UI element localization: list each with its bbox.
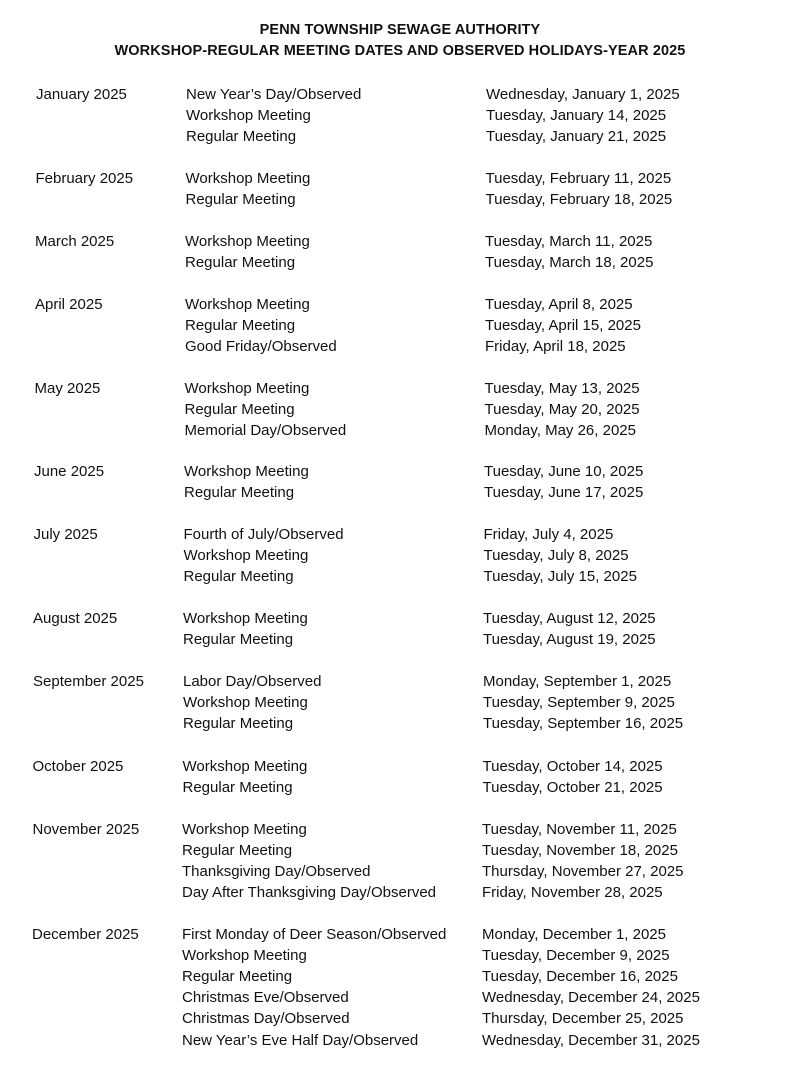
- event-date: Tuesday, November 18, 2025: [482, 842, 678, 860]
- schedule-subtitle: WORKSHOP-REGULAR MEETING DATES AND OBSERVED HOLIDAYS-YEAR 2025: [114, 43, 686, 59]
- event-name: First Monday of Deer Season/Observed: [182, 926, 447, 943]
- event-date: Tuesday, September 9, 2025: [483, 694, 675, 712]
- month-label: March 2025: [35, 233, 115, 250]
- schedule-entry: [0, 420, 800, 441]
- schedule-entry: [0, 378, 800, 399]
- month-label: December 2025: [32, 926, 139, 943]
- schedule-entry: [0, 315, 800, 336]
- event-date: Monday, December 1, 2025: [482, 926, 666, 943]
- schedule-entry: [0, 882, 800, 903]
- schedule-entry: [0, 231, 800, 252]
- schedule-entry: [0, 1008, 800, 1029]
- schedule-entry: [0, 671, 800, 692]
- event-name: Workshop Meeting: [185, 233, 310, 250]
- event-name: Workshop Meeting: [183, 694, 308, 712]
- event-name: Regular Meeting: [184, 401, 295, 419]
- event-name: Regular Meeting: [185, 317, 296, 335]
- event-date: Tuesday, June 17, 2025: [484, 484, 644, 502]
- event-name: Regular Meeting: [182, 779, 293, 797]
- schedule-entry: [0, 482, 800, 503]
- schedule-entry: [0, 713, 800, 734]
- schedule-entry: [0, 629, 800, 650]
- event-date: Friday, April 18, 2025: [485, 338, 626, 356]
- event-date: Tuesday, April 15, 2025: [485, 317, 641, 335]
- event-date: Tuesday, May 20, 2025: [484, 401, 640, 419]
- event-date: Tuesday, February 18, 2025: [485, 191, 673, 209]
- event-date: Tuesday, December 16, 2025: [482, 968, 678, 986]
- month-label: February 2025: [35, 170, 134, 187]
- event-date: Tuesday, May 13, 2025: [484, 380, 640, 397]
- authority-title: PENN TOWNSHIP SEWAGE AUTHORITY: [259, 22, 541, 38]
- schedule-entry: [0, 126, 800, 147]
- event-date: Tuesday, April 8, 2025: [485, 296, 633, 313]
- schedule-entry: [0, 840, 800, 861]
- event-name: New Year’s Day/Observed: [186, 86, 362, 103]
- event-date: Friday, July 4, 2025: [483, 526, 614, 543]
- month-label: October 2025: [32, 758, 124, 775]
- event-name: Labor Day/Observed: [183, 673, 322, 690]
- schedule-entry: [0, 566, 800, 587]
- schedule-entry: [0, 966, 800, 987]
- schedule-entry: [0, 168, 800, 189]
- month-label: April 2025: [35, 296, 103, 313]
- event-date: Tuesday, March 11, 2025: [485, 233, 653, 250]
- event-name: Fourth of July/Observed: [183, 526, 344, 543]
- event-name: Memorial Day/Observed: [184, 422, 347, 440]
- event-date: Tuesday, June 10, 2025: [484, 463, 644, 480]
- event-name: Christmas Day/Observed: [182, 1010, 350, 1028]
- schedule-entry: [0, 399, 800, 420]
- schedule-entry: [0, 461, 800, 482]
- event-name: Regular Meeting: [185, 254, 296, 272]
- month-label: November 2025: [32, 821, 140, 838]
- event-name: Thanksgiving Day/Observed: [182, 863, 371, 881]
- event-name: Workshop Meeting: [183, 547, 309, 565]
- schedule-entry: [0, 987, 800, 1008]
- schedule-entry: [0, 777, 800, 798]
- event-date: Tuesday, October 14, 2025: [482, 758, 663, 775]
- event-date: Tuesday, September 16, 2025: [483, 715, 684, 733]
- event-name: Christmas Eve/Observed: [182, 989, 349, 1007]
- event-date: Friday, November 28, 2025: [482, 884, 663, 902]
- event-name: Regular Meeting: [183, 715, 294, 733]
- event-date: Tuesday, January 14, 2025: [486, 107, 667, 125]
- month-label: September 2025: [33, 673, 144, 690]
- event-date: Wednesday, January 1, 2025: [486, 86, 680, 103]
- event-date: Monday, May 26, 2025: [484, 422, 636, 440]
- event-name: Regular Meeting: [185, 191, 296, 209]
- event-date: Tuesday, August 19, 2025: [483, 631, 656, 649]
- schedule-entry: [0, 756, 800, 777]
- schedule-entry: [0, 524, 800, 545]
- event-date: Wednesday, December 24, 2025: [482, 989, 700, 1007]
- event-date: Tuesday, July 15, 2025: [483, 568, 637, 586]
- event-date: Thursday, November 27, 2025: [482, 863, 684, 881]
- event-name: Regular Meeting: [182, 968, 293, 986]
- event-name: Day After Thanksgiving Day/Observed: [182, 884, 437, 902]
- schedule-entry: [0, 608, 800, 629]
- schedule-entry: [0, 189, 800, 210]
- event-name: New Year’s Eve Half Day/Observed: [182, 1031, 419, 1049]
- event-date: Tuesday, October 21, 2025: [482, 779, 663, 797]
- schedule-entry: [0, 692, 800, 713]
- event-name: Workshop Meeting: [185, 170, 311, 187]
- schedule-entry: [0, 294, 800, 315]
- schedule-entry: [0, 819, 800, 840]
- event-name: Workshop Meeting: [186, 107, 311, 125]
- event-date: Thursday, December 25, 2025: [482, 1010, 684, 1028]
- event-date: Tuesday, March 18, 2025: [485, 254, 654, 272]
- event-date: Tuesday, November 11, 2025: [482, 821, 677, 838]
- schedule-entry: [0, 924, 800, 945]
- month-label: July 2025: [33, 526, 98, 543]
- event-name: Workshop Meeting: [183, 610, 308, 627]
- event-name: Workshop Meeting: [184, 380, 310, 397]
- event-name: Regular Meeting: [183, 631, 294, 649]
- schedule-entry: [0, 545, 800, 566]
- event-date: Wednesday, December 31, 2025: [482, 1031, 700, 1049]
- schedule-entry: [0, 945, 800, 966]
- event-date: Tuesday, January 21, 2025: [486, 128, 667, 146]
- schedule-entry: [0, 336, 800, 357]
- event-name: Regular Meeting: [183, 568, 294, 586]
- month-label: January 2025: [36, 86, 127, 103]
- event-date: Tuesday, July 8, 2025: [483, 547, 629, 565]
- event-name: Regular Meeting: [184, 484, 295, 502]
- event-name: Regular Meeting: [186, 128, 297, 146]
- month-label: June 2025: [34, 463, 105, 480]
- event-name: Workshop Meeting: [184, 463, 309, 480]
- schedule-entry: [0, 861, 800, 882]
- event-name: Workshop Meeting: [182, 758, 308, 775]
- schedule-entry: [0, 84, 800, 105]
- event-date: Tuesday, February 11, 2025: [485, 170, 672, 187]
- event-name: Workshop Meeting: [182, 947, 307, 965]
- month-label: August 2025: [33, 610, 118, 627]
- event-name: Good Friday/Observed: [185, 338, 337, 356]
- schedule-entry: [0, 105, 800, 126]
- event-name: Workshop Meeting: [185, 296, 310, 313]
- schedule-entry: [0, 1030, 800, 1051]
- month-label: May 2025: [34, 380, 101, 397]
- event-date: Monday, September 1, 2025: [483, 673, 672, 690]
- event-date: Tuesday, August 12, 2025: [483, 610, 656, 627]
- event-name: Regular Meeting: [182, 842, 293, 860]
- schedule-entry: [0, 252, 800, 273]
- event-name: Workshop Meeting: [182, 821, 307, 838]
- event-date: Tuesday, December 9, 2025: [482, 947, 670, 965]
